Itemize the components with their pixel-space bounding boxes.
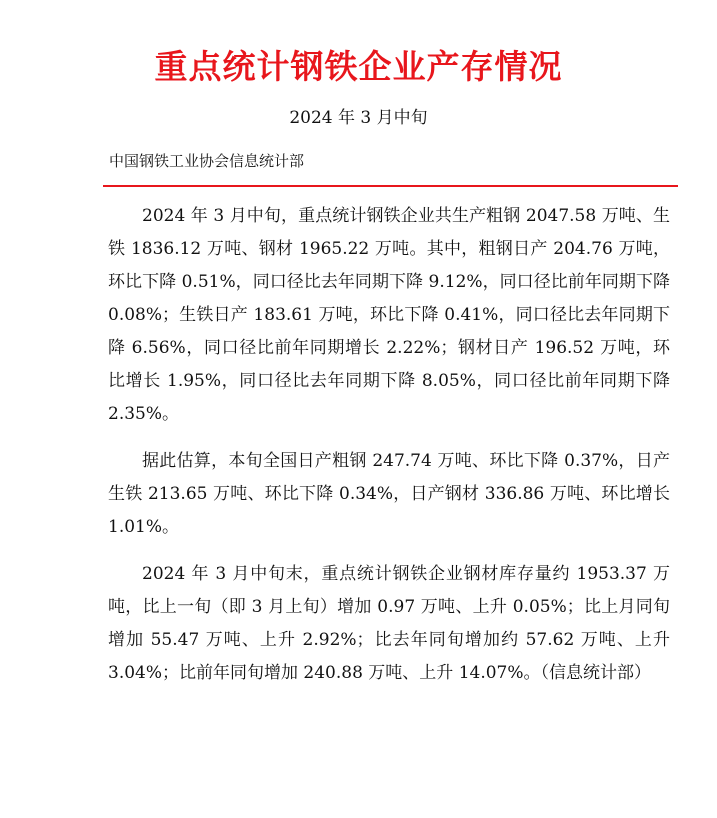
paragraph-production: 2024 年 3 月中旬，重点统计钢铁企业共生产粗钢 2047.58 万吨、生铁 1836.12 万吨、钢材 1965.22 万吨。其中，粗钢日产 204.76 万吨，环比下降 0.51%，同口径比去年同期下降 9.12%，同口径比前年同期下降 0.08%；生铁日产 183.61 万吨，环比下降 0.41%，同口径比去年同期下降 6.56%，同口径比前年同期增长 2.22%；钢材日产 196.52 万吨，环比增长 1.95%，同口径比去年同期下降 8.05%，同口径比前年同期下降 2.35%。 [108,206,670,424]
paragraph-inventory: 2024 年 3 月中旬末，重点统计钢铁企业钢材库存量约 1953.37 万吨，比上一旬（即 3 月上旬）增加 0.97 万吨、上升 0.05%；比上月同旬增加 55.47 万吨、上升 2.92%；比去年同旬增加约 57.62 万吨、上升 3.04%；比前年同旬增加 240.88 万吨、上升 14.07%。（信息统计部） [108,564,670,683]
department-name: 中国钢铁工业协会信息统计部 [109,152,305,170]
document-body [108,200,670,704]
document-title: 重点统计钢铁企业产存情况 [154,47,563,86]
header-divider [103,185,678,187]
paragraph-national-estimate: 据此估算，本旬全国日产粗钢 247.74 万吨、环比下降 0.37%，日产生铁 213.65 万吨、环比下降 0.34%，日产钢材 336.86 万吨、环比增长 1.01%。 [108,451,670,537]
document-period: 2024 年 3 月中旬 [289,108,428,128]
